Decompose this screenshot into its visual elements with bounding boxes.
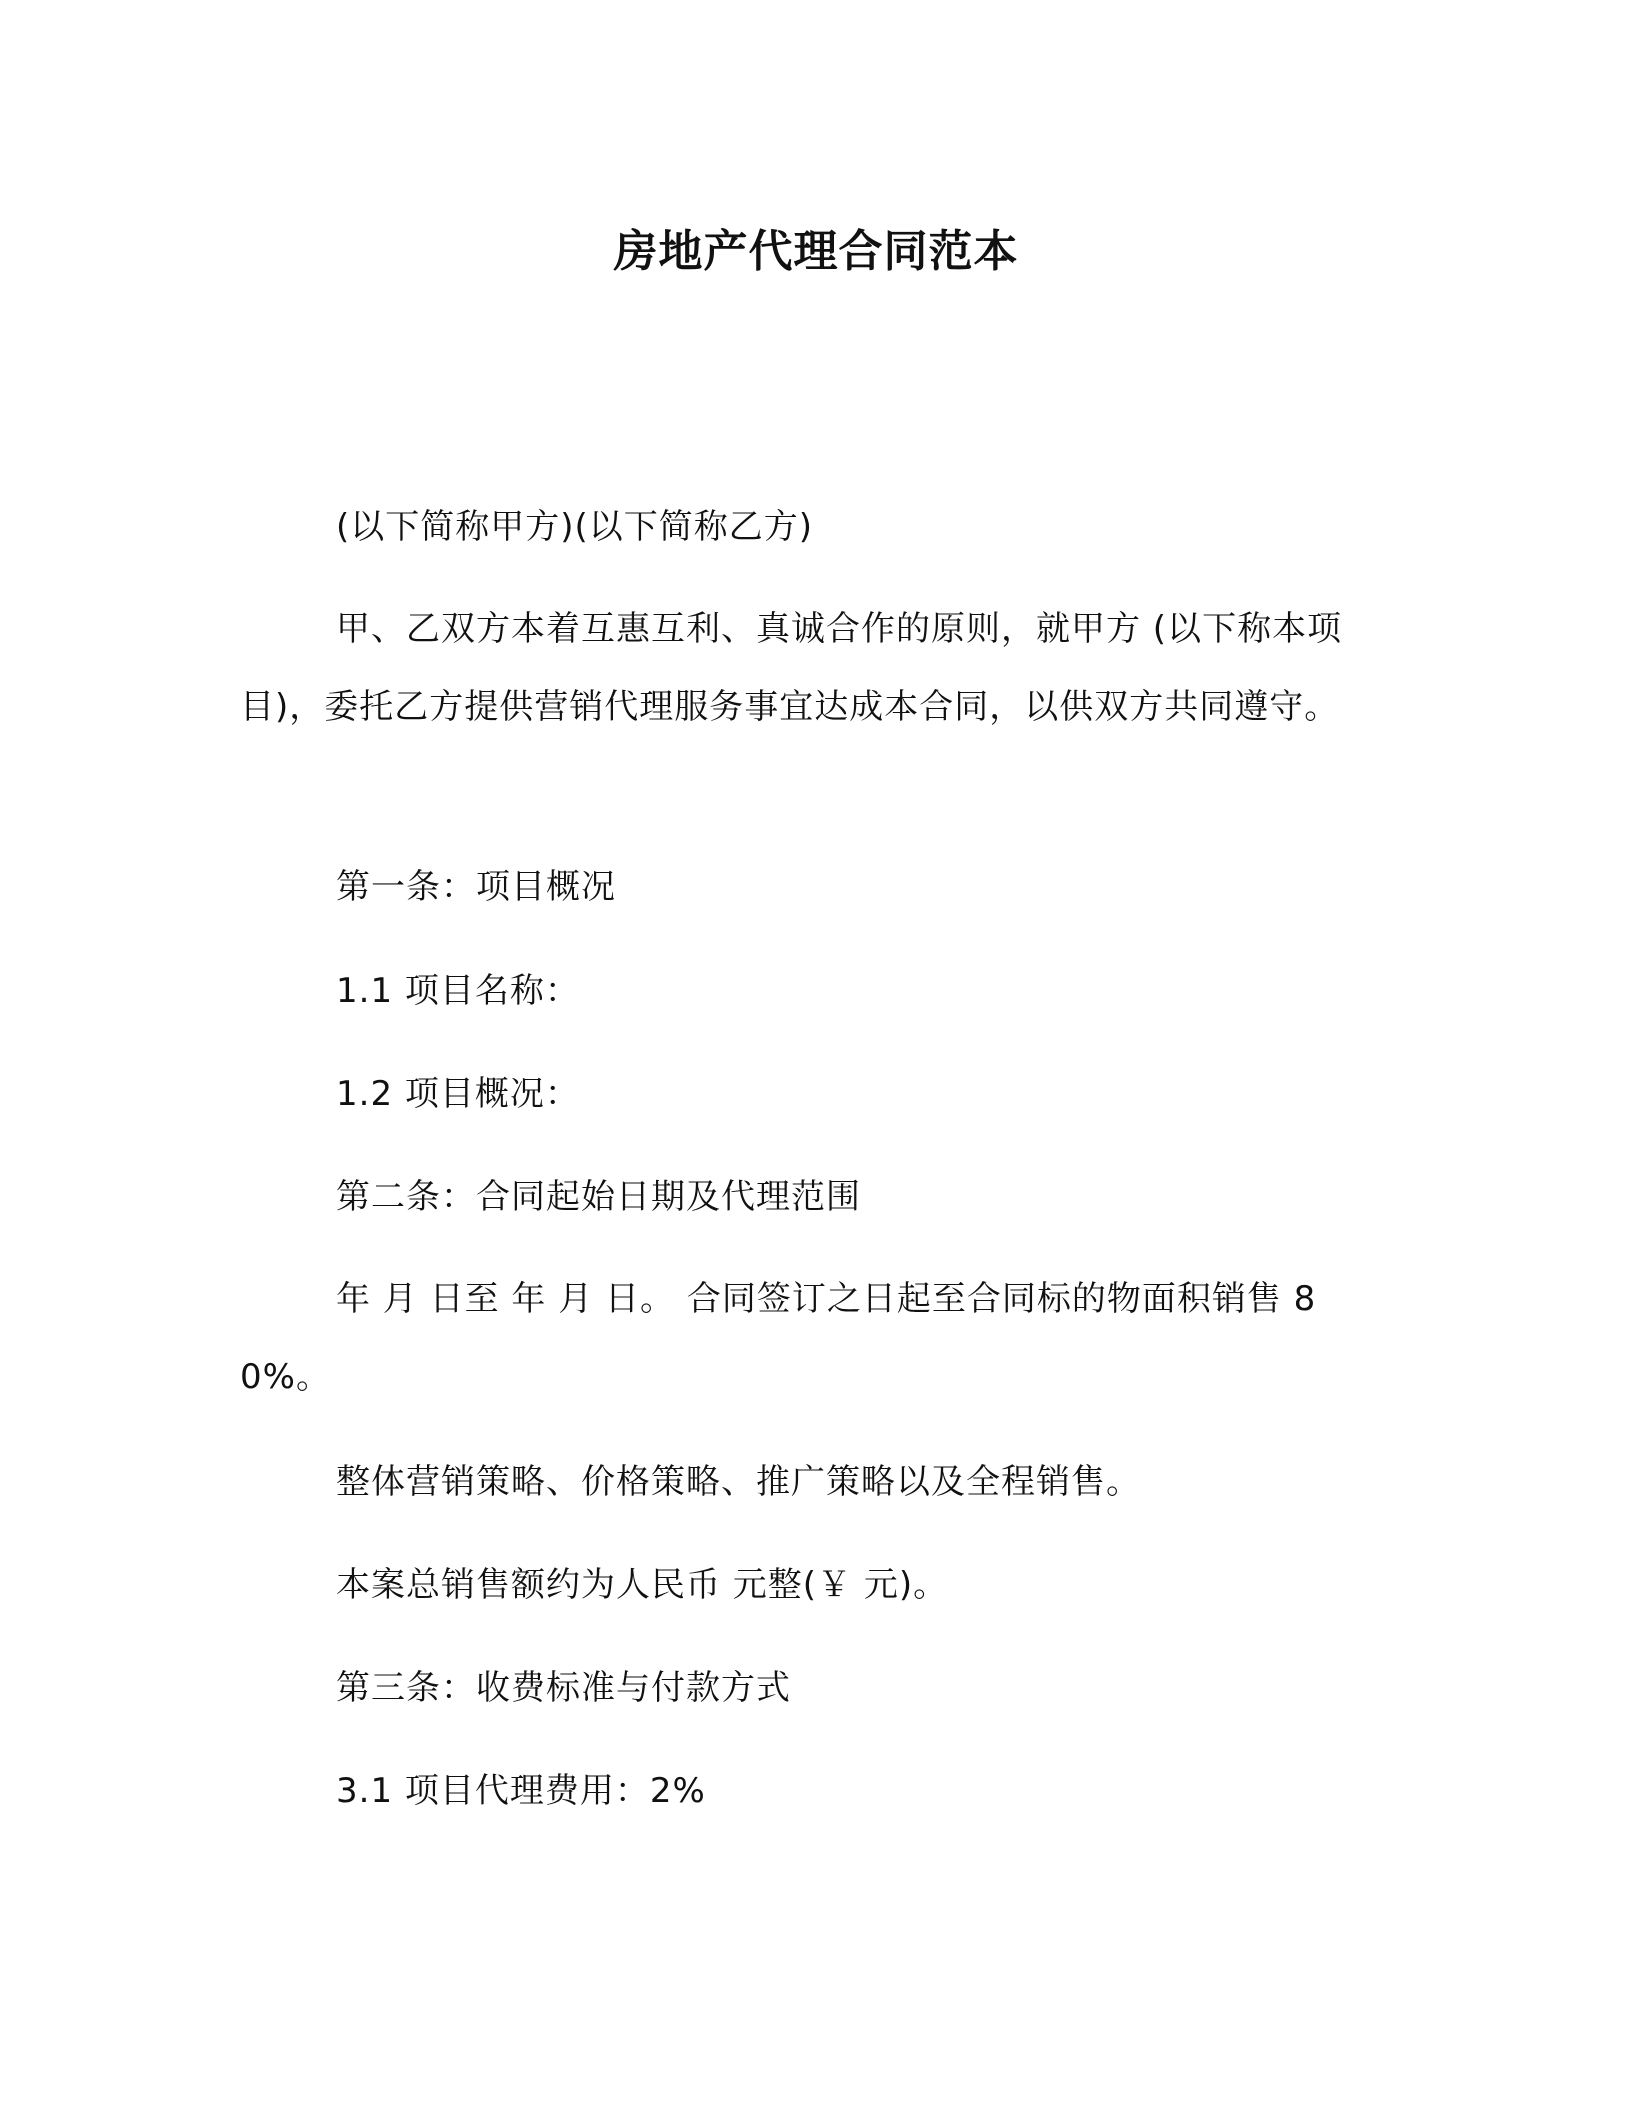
clause-1-2: 1.2 项目概况：	[336, 1074, 580, 1114]
document-title: 房地产代理合同范本	[613, 226, 1019, 277]
parties-line: (以下简称甲方)(以下简称乙方)	[336, 507, 814, 547]
date-range-paragraph: 年 月 日至 年 月 日。 合同签订之日起至合同标的物面积销售 80%。	[240, 1279, 1317, 1397]
article-2-heading: 第二条：合同起始日期及代理范围	[336, 1177, 861, 1217]
scope-paragraph: 整体营销策略、价格策略、推广策略以及全程销售。	[336, 1462, 1141, 1502]
intro-paragraph: 甲、乙双方本着互惠互利、真诚合作的原则，就甲方 (以下称本项目)，委托乙方提供营销代理服务事宜达成本合同，以供双方共同遵守。	[240, 609, 1343, 727]
article-3-heading: 第三条：收费标准与付款方式	[336, 1668, 791, 1708]
article-1-heading: 第一条：项目概况	[336, 867, 616, 907]
clause-1-1: 1.1 项目名称：	[336, 971, 580, 1011]
clause-3-1: 3.1 项目代理费用：2%	[336, 1771, 706, 1811]
total-sales-paragraph: 本案总销售额约为人民币 元整(￥ 元)。	[336, 1565, 949, 1605]
